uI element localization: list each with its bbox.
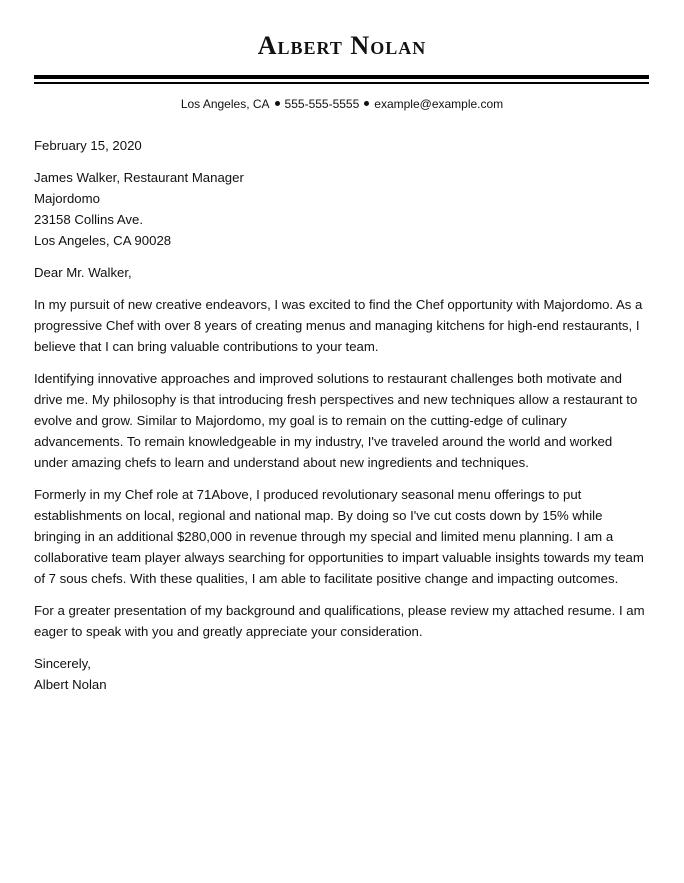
bullet-separator-icon	[364, 101, 369, 106]
paragraph-experience: Formerly in my Chef role at 71Above, I produced revolutionary seasonal menu offerings to put establishments on local, regional and national map. By doing so I've cut costs down by 15% while bringing in an additional $280,000 in revenue through my special and limited menu planning. I am a collaborative team player always searching for opportunities to impart valuable insights towards my team of 7 sous chefs. With these qualities, I am able to facilitate positive change and impacting outcomes.	[34, 487, 644, 586]
applicant-name: Albert Nolan	[257, 31, 427, 60]
closing: Sincerely,	[34, 656, 91, 671]
contact-email: example@example.com	[374, 97, 504, 111]
salutation: Dear Mr. Walker,	[34, 265, 132, 280]
signoff-block	[34, 653, 649, 695]
signature-name: Albert Nolan	[34, 677, 107, 692]
letter-body	[34, 135, 649, 706]
header-divider-thin	[34, 82, 649, 84]
header-divider-thick	[34, 75, 649, 79]
recipient-block	[34, 167, 649, 251]
bullet-separator-icon	[275, 101, 280, 106]
recipient-company: Majordomo	[34, 191, 100, 206]
recipient-street: 23158 Collins Ave.	[34, 212, 143, 227]
letter-date: February 15, 2020	[34, 138, 142, 153]
paragraph-closing: For a greater presentation of my background and qualifications, please review my attached resume. I am eager to speak with you and greatly appreciate your consideration.	[34, 603, 645, 639]
contact-city: Los Angeles, CA	[180, 97, 270, 111]
paragraph-philosophy: Identifying innovative approaches and improved solutions to restaurant challenges both motivate and drive me. My philosophy is that introducing fresh perspectives and new techniques allow a restaurant to evolve and grow. Similar to Majordomo, my goal is to remain on the cutting-edge of culinary advancements. To remain knowledgeable in my industry, I've traveled around the world and worked under amazing chefs to learn and understand about new ingredients and techniques.	[34, 371, 638, 470]
contact-phone: 555-555-5555	[284, 97, 360, 111]
recipient-city-state-zip: Los Angeles, CA 90028	[34, 233, 172, 248]
contact-line	[0, 96, 684, 112]
recipient-name-title: James Walker, Restaurant Manager	[34, 170, 244, 185]
paragraph-intro: In my pursuit of new creative endeavors, I was excited to find the Chef opportunity with Majordomo. As a progressive Chef with over 8 years of creating menus and managing kitchens for high-end restaurants, I believe that I can bring valuable contributions to your team.	[34, 297, 643, 354]
